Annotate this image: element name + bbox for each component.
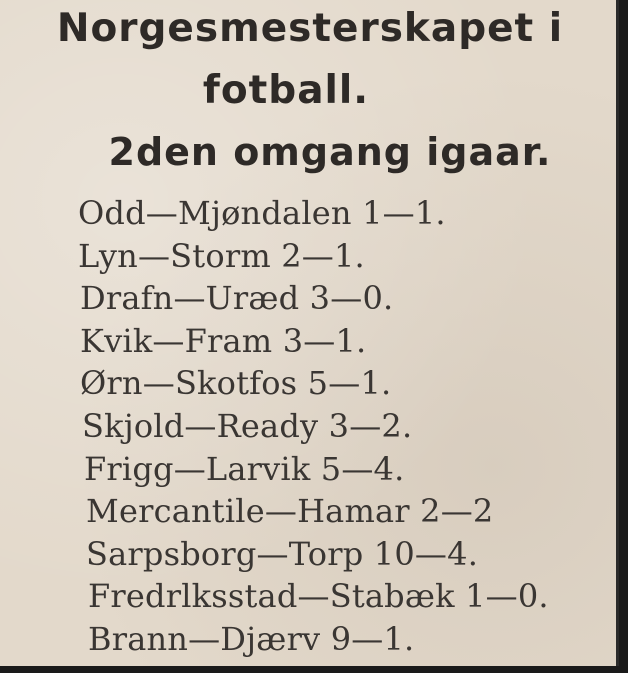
subheadline: 2den omgang igaar.: [108, 130, 552, 174]
match-result: Frigg—Larvik 5—4.: [84, 449, 405, 488]
headline-line-1: Norgesmesterskapet i: [56, 6, 564, 51]
match-result: Odd—Mjøndalen 1—1.: [78, 194, 446, 232]
headline-line-2: fotball.: [202, 68, 370, 113]
match-result: Lyn—Storm 2—1.: [78, 236, 365, 275]
match-results-list: [78, 192, 549, 661]
match-result: Kvik—Fram 3—1.: [80, 321, 367, 360]
match-result: Drafn—Uræd 3—0.: [80, 279, 394, 318]
match-result: Mercantile—Hamar 2—2: [86, 492, 494, 531]
match-result: Sarpsborg—Torp 10—4.: [86, 534, 479, 573]
match-result: Ørn—Skotfos 5—1.: [80, 364, 392, 403]
match-result: Skjold—Ready 3—2.: [82, 406, 413, 445]
match-result: Fredrlksstad—Stabæk 1—0.: [88, 577, 549, 616]
match-result: Brann—Djærv 9—1.: [88, 619, 415, 658]
